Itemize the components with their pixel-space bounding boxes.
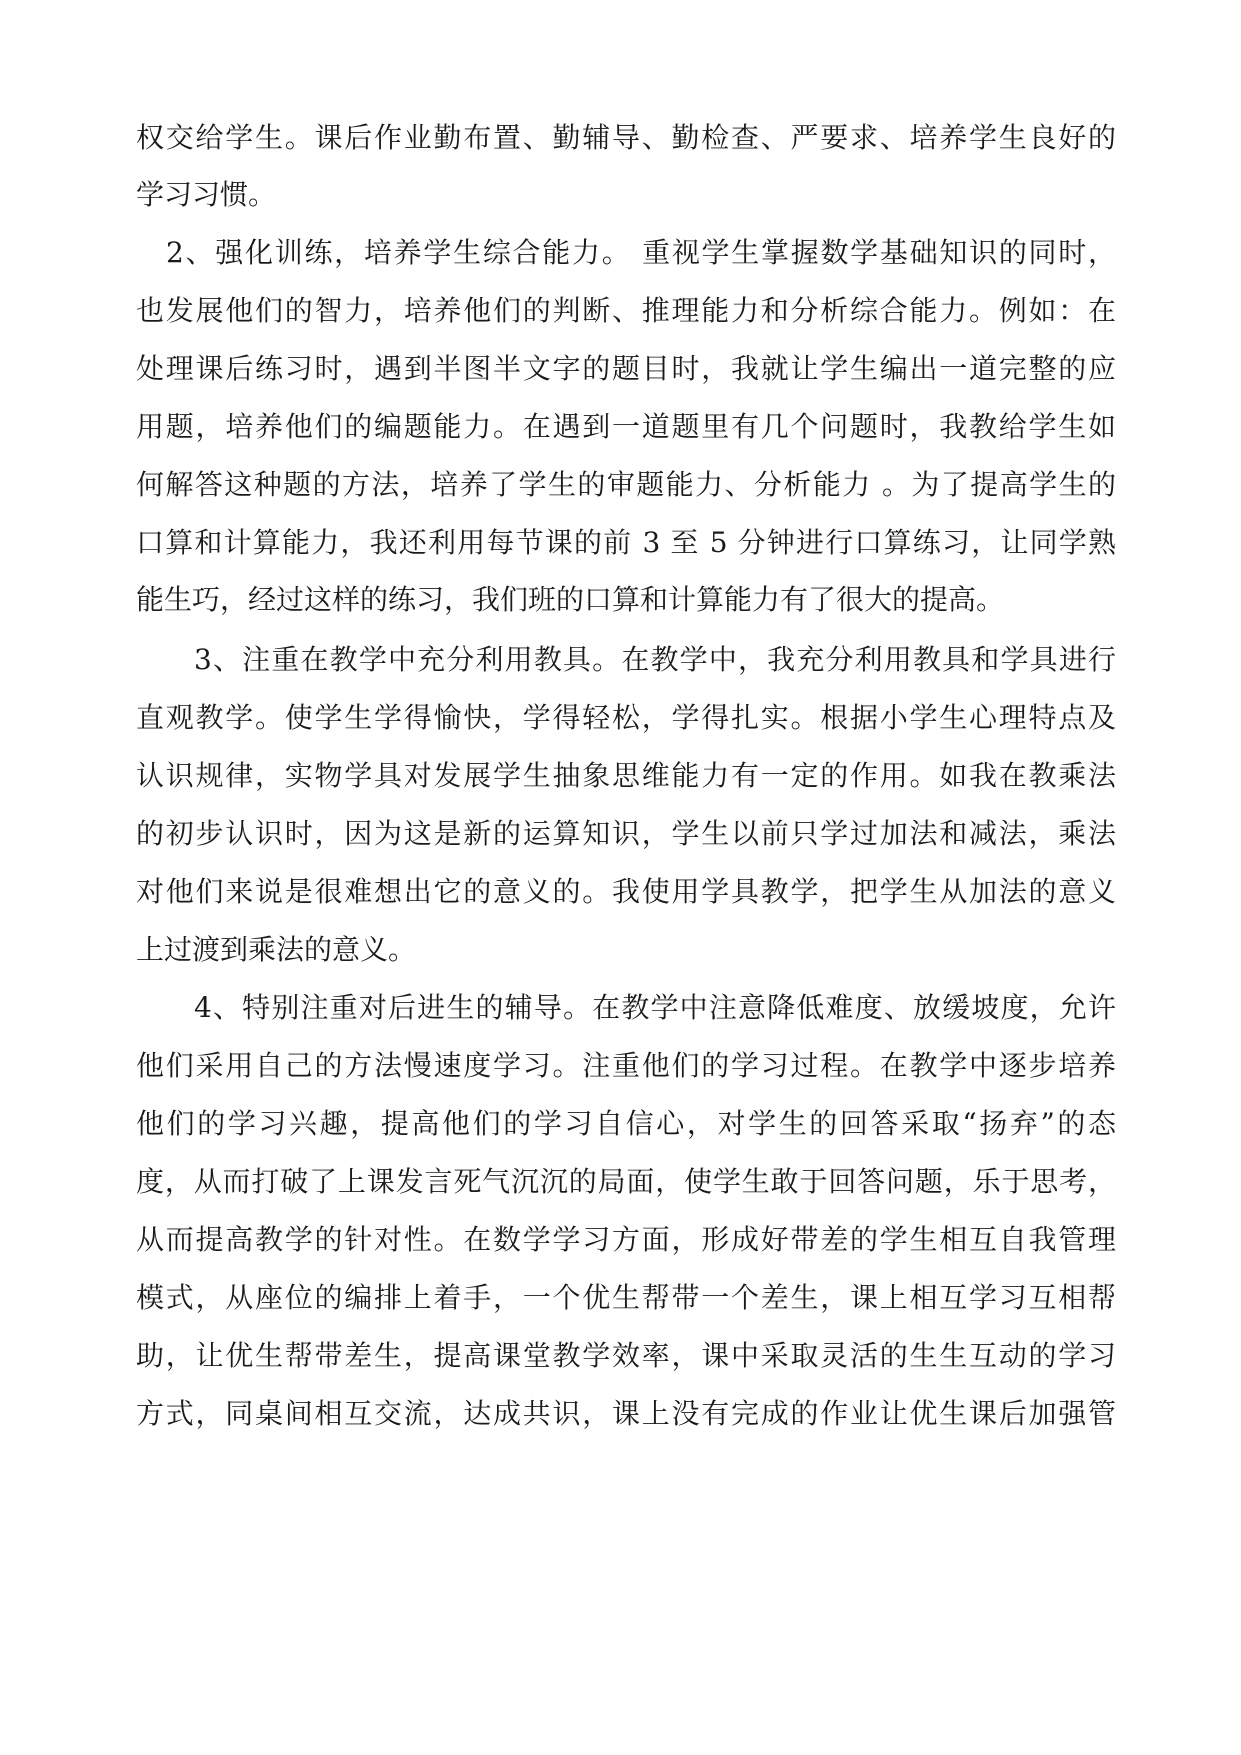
text-line: 方式，同桌间相互交流，达成共识，课上没有完成的作业让优生课后加强管 [136, 1397, 1116, 1430]
text-line: 他们的学习兴趣，提高他们的学习自信心，对学生的回答采取“扬弃”的态 [136, 1107, 1116, 1140]
text-line: 口算和计算能力，我还利用每节课的前 3 至 5 分钟进行口算练习，让同学熟 [136, 526, 1116, 559]
text-line: 对他们来说是很难想出它的意义的。我使用学具教学，把学生从加法的意义 [136, 875, 1116, 908]
paragraph-first-line: 4、特别注重对后进生的辅导。在教学中注意降低难度、放缓坡度，允许 [194, 991, 1116, 1024]
text-line: 学习习惯。 [136, 178, 277, 211]
text-line: 权交给学生。课后作业勤布置、勤辅导、勤检查、严要求、培养学生良好的 [136, 121, 1116, 154]
text-line: 能生巧，经过这样的练习，我们班的口算和计算能力有了很大的提高。 [136, 583, 1005, 616]
paragraph-first-line: 2、强化训练，培养学生综合能力。 重视学生掌握数学基础知识的同时， [166, 236, 1116, 269]
text-line: 从而提高教学的针对性。在数学学习方面，形成好带差的学生相互自我管理 [136, 1223, 1116, 1256]
text-line: 模式，从座位的编排上着手，一个优生帮带一个差生，课上相互学习互相帮 [136, 1281, 1116, 1314]
text-line: 用题，培养他们的编题能力。在遇到一道题里有几个问题时，我教给学生如 [136, 410, 1116, 443]
text-line: 助，让优生帮带差生，提高课堂教学效率，课中采取灵活的生生互动的学习 [136, 1339, 1116, 1372]
text-line: 上过渡到乘法的意义。 [136, 933, 417, 966]
text-line: 何解答这种题的方法，培养了学生的审题能力、分析能力 。为了提高学生的 [136, 468, 1116, 501]
text-line: 的初步认识时，因为这是新的运算知识，学生以前只学过加法和减法，乘法 [136, 817, 1116, 850]
text-line: 他们采用自己的方法慢速度学习。注重他们的学习过程。在教学中逐步培养 [136, 1049, 1116, 1082]
text-line: 处理课后练习时，遇到半图半文字的题目时，我就让学生编出一道完整的应 [136, 352, 1116, 385]
paragraph-first-line: 3、注重在教学中充分利用教具。在教学中，我充分利用教具和学具进行 [194, 643, 1116, 676]
text-line: 也发展他们的智力，培养他们的判断、推理能力和分析综合能力。例如：在 [136, 294, 1116, 327]
text-line: 直观教学。使学生学得愉快，学得轻松，学得扎实。根据小学生心理特点及 [136, 701, 1116, 734]
text-line: 认识规律，实物学具对发展学生抽象思维能力有一定的作用。如我在教乘法 [136, 759, 1116, 792]
text-line: 度，从而打破了上课发言死气沉沉的局面，使学生敢于回答问题，乐于思考， [136, 1165, 1116, 1198]
